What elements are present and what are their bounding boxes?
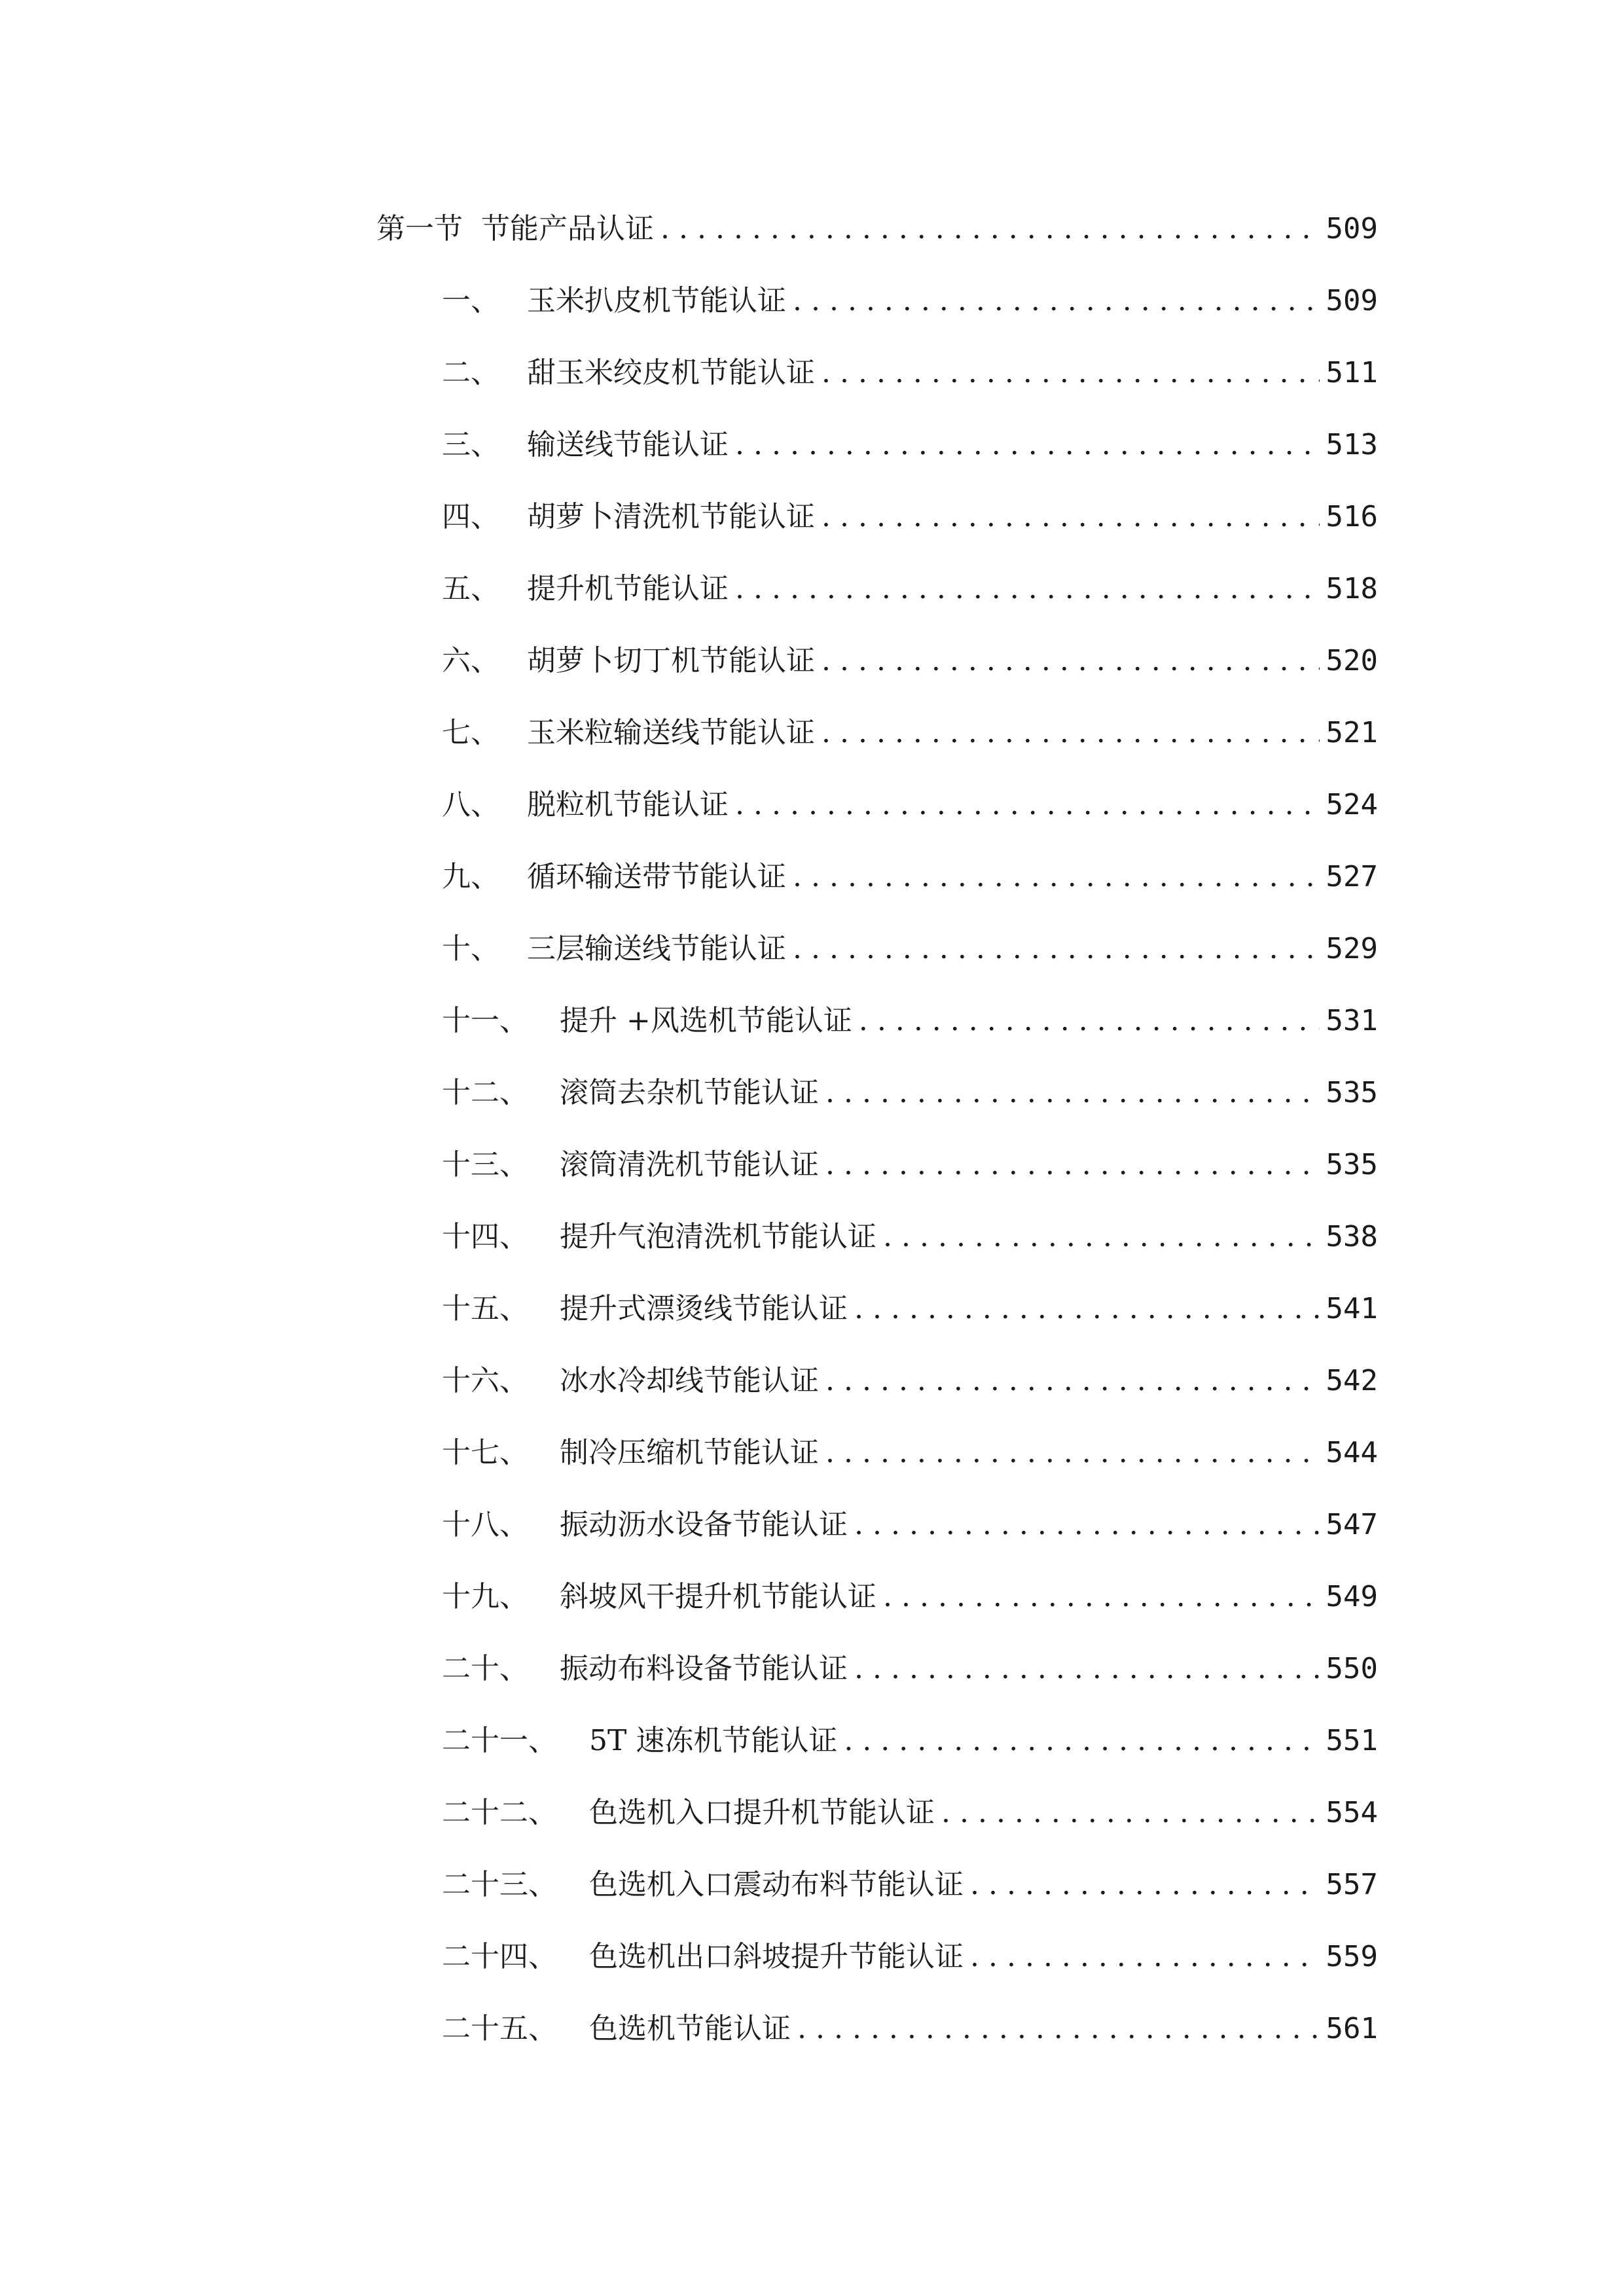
toc-item-number: 十三、 [442, 1148, 528, 1181]
toc-item-number: 二十二、 [442, 1796, 557, 1829]
toc-item[interactable] [442, 563, 1378, 615]
toc-item-title: 循环输送带节能认证 [527, 860, 786, 893]
toc-item-title: 振动布料设备节能认证 [560, 1652, 848, 1685]
toc-dot-leader [735, 779, 1320, 831]
toc-page-number: 535 [1326, 1076, 1378, 1109]
toc-item-title: 胡萝卜切丁机节能认证 [527, 644, 815, 677]
toc-item-number: 十八、 [442, 1508, 528, 1541]
toc-page-number: 541 [1326, 1292, 1378, 1325]
toc-item[interactable] [442, 1283, 1378, 1335]
toc-item[interactable] [442, 275, 1378, 327]
toc-item-number: 七、 [442, 716, 499, 749]
toc-item[interactable] [442, 2003, 1378, 2055]
toc-page-number: 542 [1326, 1364, 1378, 1397]
toc-page-number: 520 [1326, 644, 1378, 677]
toc-item[interactable] [442, 1427, 1378, 1479]
toc-item[interactable] [442, 1643, 1378, 1695]
toc-page-number: 547 [1326, 1508, 1378, 1541]
toc-page-number: 527 [1326, 860, 1378, 893]
toc-item-title: 提升式漂烫线节能认证 [560, 1292, 848, 1325]
toc-item-title: 振动沥水设备节能认证 [560, 1508, 848, 1541]
toc-item-title: 甜玉米绞皮机节能认证 [527, 356, 815, 389]
toc-item-title: 三层输送线节能认证 [527, 932, 786, 965]
toc-page-number: 559 [1326, 1940, 1378, 1973]
toc-page-number: 521 [1326, 716, 1378, 749]
toc-item[interactable] [442, 1859, 1378, 1911]
toc-dot-leader [825, 1355, 1320, 1407]
toc-dot-leader [797, 2003, 1320, 2055]
toc-item-title: 滚筒清洗机节能认证 [560, 1148, 819, 1181]
toc-item-number: 二十五、 [442, 2012, 557, 2045]
toc-item[interactable] [442, 1139, 1378, 1191]
toc-item[interactable] [442, 995, 1378, 1047]
toc-item[interactable] [442, 1355, 1378, 1407]
toc-item[interactable] [442, 1931, 1378, 1983]
toc-dot-leader [821, 491, 1320, 543]
toc-item-title: 色选机入口提升机节能认证 [589, 1796, 935, 1829]
toc-item-number: 十六、 [442, 1364, 528, 1397]
toc-page-number: 509 [1326, 284, 1378, 317]
toc-item[interactable] [442, 1211, 1378, 1263]
toc-dot-leader [883, 1211, 1320, 1263]
toc-dot-leader [883, 1571, 1320, 1623]
toc-dot-leader [793, 275, 1320, 327]
toc-item-number: 十一、 [442, 1004, 528, 1037]
toc-item-number: 十二、 [442, 1076, 528, 1109]
toc-page-number: 561 [1326, 2012, 1378, 2045]
toc-page-number: 550 [1326, 1652, 1378, 1685]
toc-page-number: 511 [1326, 356, 1378, 389]
toc-item-number: 二十四、 [442, 1940, 557, 1973]
toc-page-number: 513 [1326, 428, 1378, 461]
toc-item-number: 十九、 [442, 1580, 528, 1613]
toc-item-title: 斜坡风干提升机节能认证 [560, 1580, 876, 1613]
toc-item-number: 四、 [442, 500, 499, 533]
toc-dot-leader [825, 1427, 1320, 1479]
toc-item-number: 二十三、 [442, 1868, 557, 1901]
toc-item-number: 十五、 [442, 1292, 528, 1325]
toc-item-title: 色选机入口震动布料节能认证 [589, 1868, 964, 1901]
toc-item-number: 一、 [442, 284, 499, 317]
toc-page-number: 549 [1326, 1580, 1378, 1613]
toc-dot-leader [854, 1643, 1320, 1695]
toc-item[interactable] [442, 1787, 1378, 1839]
toc-dot-leader [825, 1067, 1320, 1119]
toc-item-title: 提升 +风选机节能认证 [560, 1004, 852, 1037]
toc-dot-leader [970, 1931, 1320, 1983]
toc-item-title: 输送线节能认证 [527, 428, 729, 461]
toc-dot-leader [821, 347, 1320, 399]
toc-item-title: 提升气泡清洗机节能认证 [560, 1220, 876, 1253]
toc-dot-leader [854, 1283, 1320, 1335]
toc-item-title: 滚筒去杂机节能认证 [560, 1076, 819, 1109]
toc-item-title: 脱粒机节能认证 [527, 788, 729, 821]
toc-item-number: 八、 [442, 788, 499, 821]
toc-item-title: 色选机出口斜坡提升节能认证 [589, 1940, 964, 1973]
toc-page-number: 538 [1326, 1220, 1378, 1253]
toc-item-number: 二十一、 [442, 1724, 557, 1757]
toc-dot-leader [844, 1715, 1319, 1767]
toc-item[interactable] [442, 1715, 1378, 1767]
toc-item[interactable] [442, 1571, 1378, 1623]
toc-page-number: 529 [1326, 932, 1378, 965]
toc-item-number: 十四、 [442, 1220, 528, 1253]
toc-page-number: 509 [1326, 212, 1378, 245]
toc-dot-leader [735, 419, 1320, 471]
toc-dot-leader [970, 1859, 1320, 1911]
toc-section-heading[interactable] [376, 203, 1378, 255]
toc-page-number: 516 [1326, 500, 1378, 533]
toc-item-number: 二、 [442, 356, 499, 389]
toc-page-number: 557 [1326, 1868, 1378, 1901]
toc-dot-leader [825, 1139, 1320, 1191]
toc-item[interactable] [442, 779, 1378, 831]
toc-page-number: 518 [1326, 572, 1378, 605]
toc-dot-leader [859, 995, 1320, 1047]
toc-item[interactable] [442, 347, 1378, 399]
toc-item[interactable] [442, 419, 1378, 471]
toc-item-number: 二十、 [442, 1652, 528, 1685]
toc-dot-leader [821, 635, 1320, 687]
toc-page-number: 544 [1326, 1436, 1378, 1469]
toc-item[interactable] [442, 851, 1378, 903]
toc-item-number: 五、 [442, 572, 499, 605]
toc-item[interactable] [442, 923, 1378, 975]
toc-item[interactable] [442, 1499, 1378, 1551]
toc-item[interactable] [442, 491, 1378, 543]
toc-page-number: 535 [1326, 1148, 1378, 1181]
toc-item-title: 玉米粒输送线节能认证 [527, 716, 815, 749]
toc-dot-leader [793, 851, 1320, 903]
toc-section-title: 节能产品认证 [481, 212, 654, 245]
toc-item-number: 十、 [442, 932, 499, 965]
toc-item-title: 5T 速冻机节能认证 [589, 1724, 838, 1757]
toc-item[interactable] [442, 1067, 1378, 1119]
toc-section-number: 第一节 [376, 212, 463, 245]
toc-page-number: 531 [1326, 1004, 1378, 1037]
toc-item-title: 冰水冷却线节能认证 [560, 1364, 819, 1397]
toc-dot-leader [793, 923, 1320, 975]
toc-item-title: 色选机节能认证 [589, 2012, 791, 2045]
toc-page-number: 554 [1326, 1796, 1378, 1829]
toc-item-number: 十七、 [442, 1436, 528, 1469]
toc-item-number: 六、 [442, 644, 499, 677]
toc-page-number: 551 [1326, 1724, 1378, 1757]
toc-dot-leader [854, 1499, 1320, 1551]
toc-page-number: 524 [1326, 788, 1378, 821]
toc-item-number: 三、 [442, 428, 499, 461]
toc-item-title: 胡萝卜清洗机节能认证 [527, 500, 815, 533]
toc-item[interactable] [442, 635, 1378, 687]
toc-dot-leader [941, 1787, 1320, 1839]
toc-dot-leader [660, 203, 1320, 255]
toc-item-title: 提升机节能认证 [527, 572, 729, 605]
toc-dot-leader [821, 707, 1320, 759]
toc-item-number: 九、 [442, 860, 499, 893]
toc-item[interactable] [442, 707, 1378, 759]
toc-dot-leader [735, 563, 1320, 615]
toc-item-title: 制冷压缩机节能认证 [560, 1436, 819, 1469]
toc-item-title: 玉米扒皮机节能认证 [527, 284, 786, 317]
